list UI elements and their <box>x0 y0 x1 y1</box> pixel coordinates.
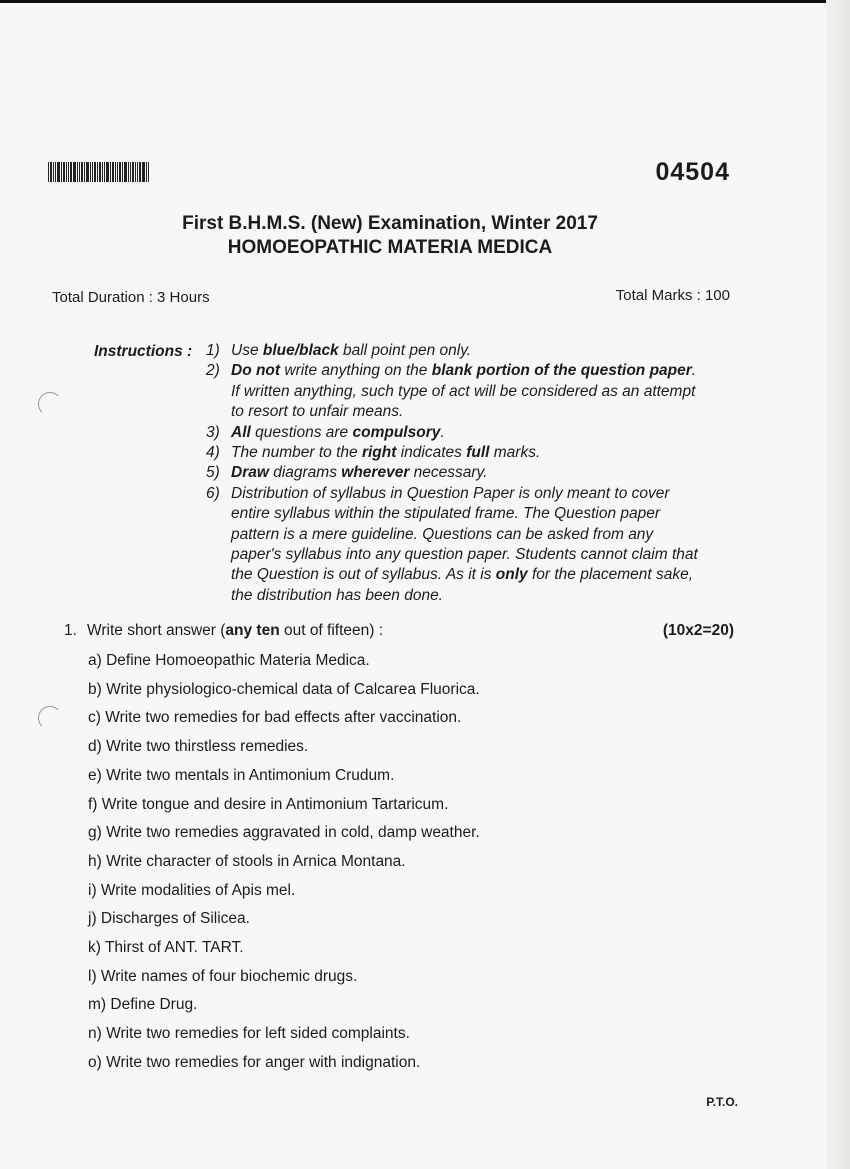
instruction-number: 5) <box>206 464 220 482</box>
pto-label: P.T.O. <box>706 1095 738 1109</box>
sub-question: i) Write modalities of Apis mel. <box>88 881 296 899</box>
sub-question: m) Define Drug. <box>88 996 198 1014</box>
instructions-list <box>206 341 704 606</box>
instruction-text: Use blue/black ball point pen only. <box>231 342 472 359</box>
sub-question: a) Define Homoeopathic Materia Medica. <box>88 652 370 669</box>
sub-question: g) Write two remedies aggravated in cold, damp weather. <box>88 824 480 842</box>
sub-question: o) Write two remedies for anger with indignation. <box>88 1053 421 1071</box>
instruction-number: 1) <box>206 342 220 359</box>
paper-code: 04504 <box>655 158 730 186</box>
sub-question: f) Write tongue and desire in Antimonium Tartaricum. <box>88 795 449 813</box>
question-text-suffix: out of fifteen) : <box>279 622 384 639</box>
question-text-prefix: Write short answer ( <box>87 622 226 639</box>
instruction-number: 2) <box>206 362 220 380</box>
sub-question: b) Write physiologico-chemical data of Calcarea Fluorica. <box>88 680 480 698</box>
instruction-item <box>206 443 704 463</box>
question-text-bold: any ten <box>225 622 280 639</box>
instruction-item <box>206 341 704 361</box>
sub-question: h) Write character of stools in Arnica Montana. <box>88 852 406 870</box>
margin-mark <box>38 392 62 416</box>
sub-question: l) Write names of four biochemic drugs. <box>88 967 358 985</box>
question-text <box>87 622 383 640</box>
barcode <box>48 162 162 182</box>
margin-mark <box>38 706 62 730</box>
sub-question: e) Write two mentals in Antimonium Crudum. <box>88 766 395 784</box>
instruction-text: Distribution of syllabus in Question Paper is only meant to cover entire syllabus within the stipulated frame. The Question paper pattern is a mere guideline. Questions can be asked from any paper's syllabus into any question paper. Students cannot claim that the Question is out of syllabus. As it is only for the placement sake, the distribution has been done. <box>231 484 698 604</box>
subject-title: HOMOEOPATHIC MATERIA MEDICA <box>227 237 553 258</box>
instruction-number: 3) <box>206 423 220 441</box>
instruction-number: 4) <box>206 444 220 462</box>
total-marks: Total Marks : 100 <box>615 287 730 304</box>
instruction-item <box>206 423 704 443</box>
exam-title: First B.H.M.S. (New) Examination, Winter 2017 <box>182 213 598 234</box>
scan-top-edge <box>0 0 826 3</box>
instruction-item <box>206 484 704 606</box>
instruction-item <box>206 361 704 422</box>
instruction-text: Draw diagrams wherever necessary. <box>231 464 488 482</box>
sub-question: d) Write two thirstless remedies. <box>88 738 309 756</box>
sub-question: j) Discharges of Silicea. <box>88 910 250 928</box>
sub-question: k) Thirst of ANT. TART. <box>88 939 244 956</box>
instruction-text: All questions are compulsory. <box>231 423 445 441</box>
instruction-number: 6) <box>206 484 220 502</box>
instructions-label: Instructions : <box>94 343 193 360</box>
instruction-text: Do not write anything on the blank portion of the question paper. If written anything, such type of act will be considered as an attempt to resort to unfair means. <box>231 362 697 421</box>
question-number: 1. <box>64 622 77 639</box>
question-marks: (10x2=20) <box>662 622 734 639</box>
total-duration: Total Duration : 3 Hours <box>52 289 210 306</box>
scan-right-edge <box>826 0 850 1169</box>
sub-question: c) Write two remedies for bad effects after vaccination. <box>88 709 462 727</box>
sub-question: n) Write two remedies for left sided complaints. <box>88 1025 410 1043</box>
instruction-item <box>206 463 704 483</box>
instruction-text: The number to the right indicates full marks. <box>231 444 541 462</box>
